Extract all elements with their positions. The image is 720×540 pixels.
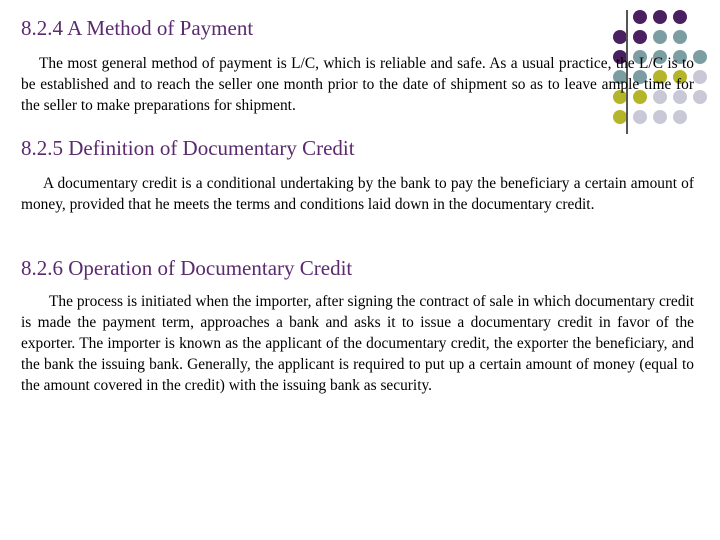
decorative-dot	[633, 10, 647, 24]
section-heading-method-of-payment: 8.2.4 A Method of Payment	[21, 16, 254, 40]
decorative-dot	[693, 50, 707, 64]
decorative-dot	[653, 10, 667, 24]
section-body-definition: A documentary credit is a conditional undertaking by the bank to pay the beneficiary a certain amount of money, provided that he meets the terms and conditions laid down in the documentary credit.	[21, 175, 694, 213]
decorative-dot	[633, 30, 647, 44]
section-body-operation: The process is initiated when the importer, after signing the contract of sale in which documentary credit is made the payment term, approaches a bank and asks it to issue a documentary credit in favor of the exporter. The importer is known as the applicant of the documentary credit, the exporter the beneficiary, and the bank the issuing bank. Generally, the applicant is required to put up a certain amount of money (equal to the amount covered in the credit) with the issuing bank as security.	[21, 293, 694, 394]
section-heading-definition: 8.2.5 Definition of Documentary Credit	[21, 136, 355, 160]
decorative-dot	[673, 10, 687, 24]
decorative-dot	[653, 30, 667, 44]
decorative-dot	[693, 90, 707, 104]
decorative-dot	[673, 30, 687, 44]
section-body-method-of-payment: The most general method of payment is L/C, which is reliable and safe. As a usual practice, the L/C is to be established and to reach the seller one month prior to the date of shipment so as to leave ample time for the seller to make preparations for shipment.	[21, 55, 694, 114]
section-heading-operation: 8.2.6 Operation of Documentary Credit	[21, 256, 353, 280]
decorative-dot	[613, 30, 627, 44]
decorative-dot	[693, 70, 707, 84]
